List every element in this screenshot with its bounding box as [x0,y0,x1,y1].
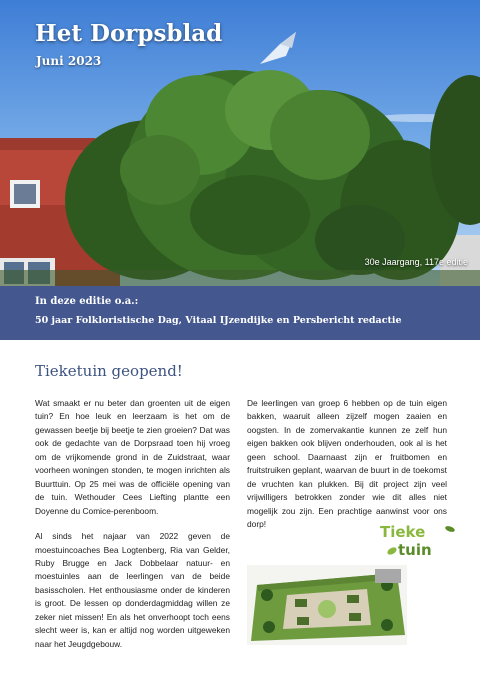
article-paragraph: Al sinds het najaar van 2022 geven de moestuincoaches Bea Logtenberg, Ria van Gelder, Ruby Brugge en Jack Dobbelaar natuur- en moestuinles aan de leerlingen van de beide basisscholen. Het enthousiasme onder de kinderen is groot. De lessen op donderdagmiddag willen ze zeker niet missen! En als het onverhoopt toch eens slecht weer is, kan er altijd nog worden uitgeweken naar het Jeugdgebouw. [35,531,230,649]
edition-info: 30e Jaargang, 117e editie [364,257,468,267]
article-paragraph: De leerlingen van groep 6 hebben op de tuin eigen bakken, waaruit alleen zijzelf mogen zaaien en oogsten. In de zomervakantie kunnen ze zelf hun eigen bakken ook blijven onderhouden, ook al is het geen school. Daarnaast zijn er fruitbomen en fruitstruiken geplant, waarvan de buurt in de toekomst de vruchten kan plukken. Bij dit project zijn veel vrijwilligers betrokken zonder wie dit alles niet mogelijk zou zijn. Een prachtige aanwinst voor ons dorp! [247,398,447,530]
tieketuin-logo [380,521,460,567]
cover-photo [0,0,480,286]
article-paragraph: Wat smaakt er nu beter dan groenten uit de eigen tuin? En hoe leuk en leerzaam is het om de gewassen beetje bij beetje te zien groeien? Dat was ook de gedachte van de Dorpsraad toen hij vroeg om de vrijkomende grond in de Zuidstraat, waar voorheen woningen stonden, te mogen inrichten als Buurttuin. Op 25 mei was de officiële opening van de tuin. Wethouder Cees Liefting plantte een Doyenne du Comice-perenboom. [35,398,230,516]
garden-plan-icon [247,565,407,645]
contents-text: 50 jaar Folkloristische Dag, Vitaal IJzendijke en Persbericht redactie [35,315,402,326]
article-title: Tieketuin geopend! [35,362,183,380]
contents-label: In deze editie o.a.: [35,296,139,307]
leaf-icon [380,521,460,567]
logo-line-1: Tieke [380,523,426,541]
garden-design-image [247,565,407,645]
contents-banner [0,286,480,340]
logo-line-2: tuin [398,541,432,559]
newsletter-title: Het Dorpsblad [35,20,223,47]
issue-date: Juni 2023 [36,54,102,68]
article-column-left [35,397,230,663]
